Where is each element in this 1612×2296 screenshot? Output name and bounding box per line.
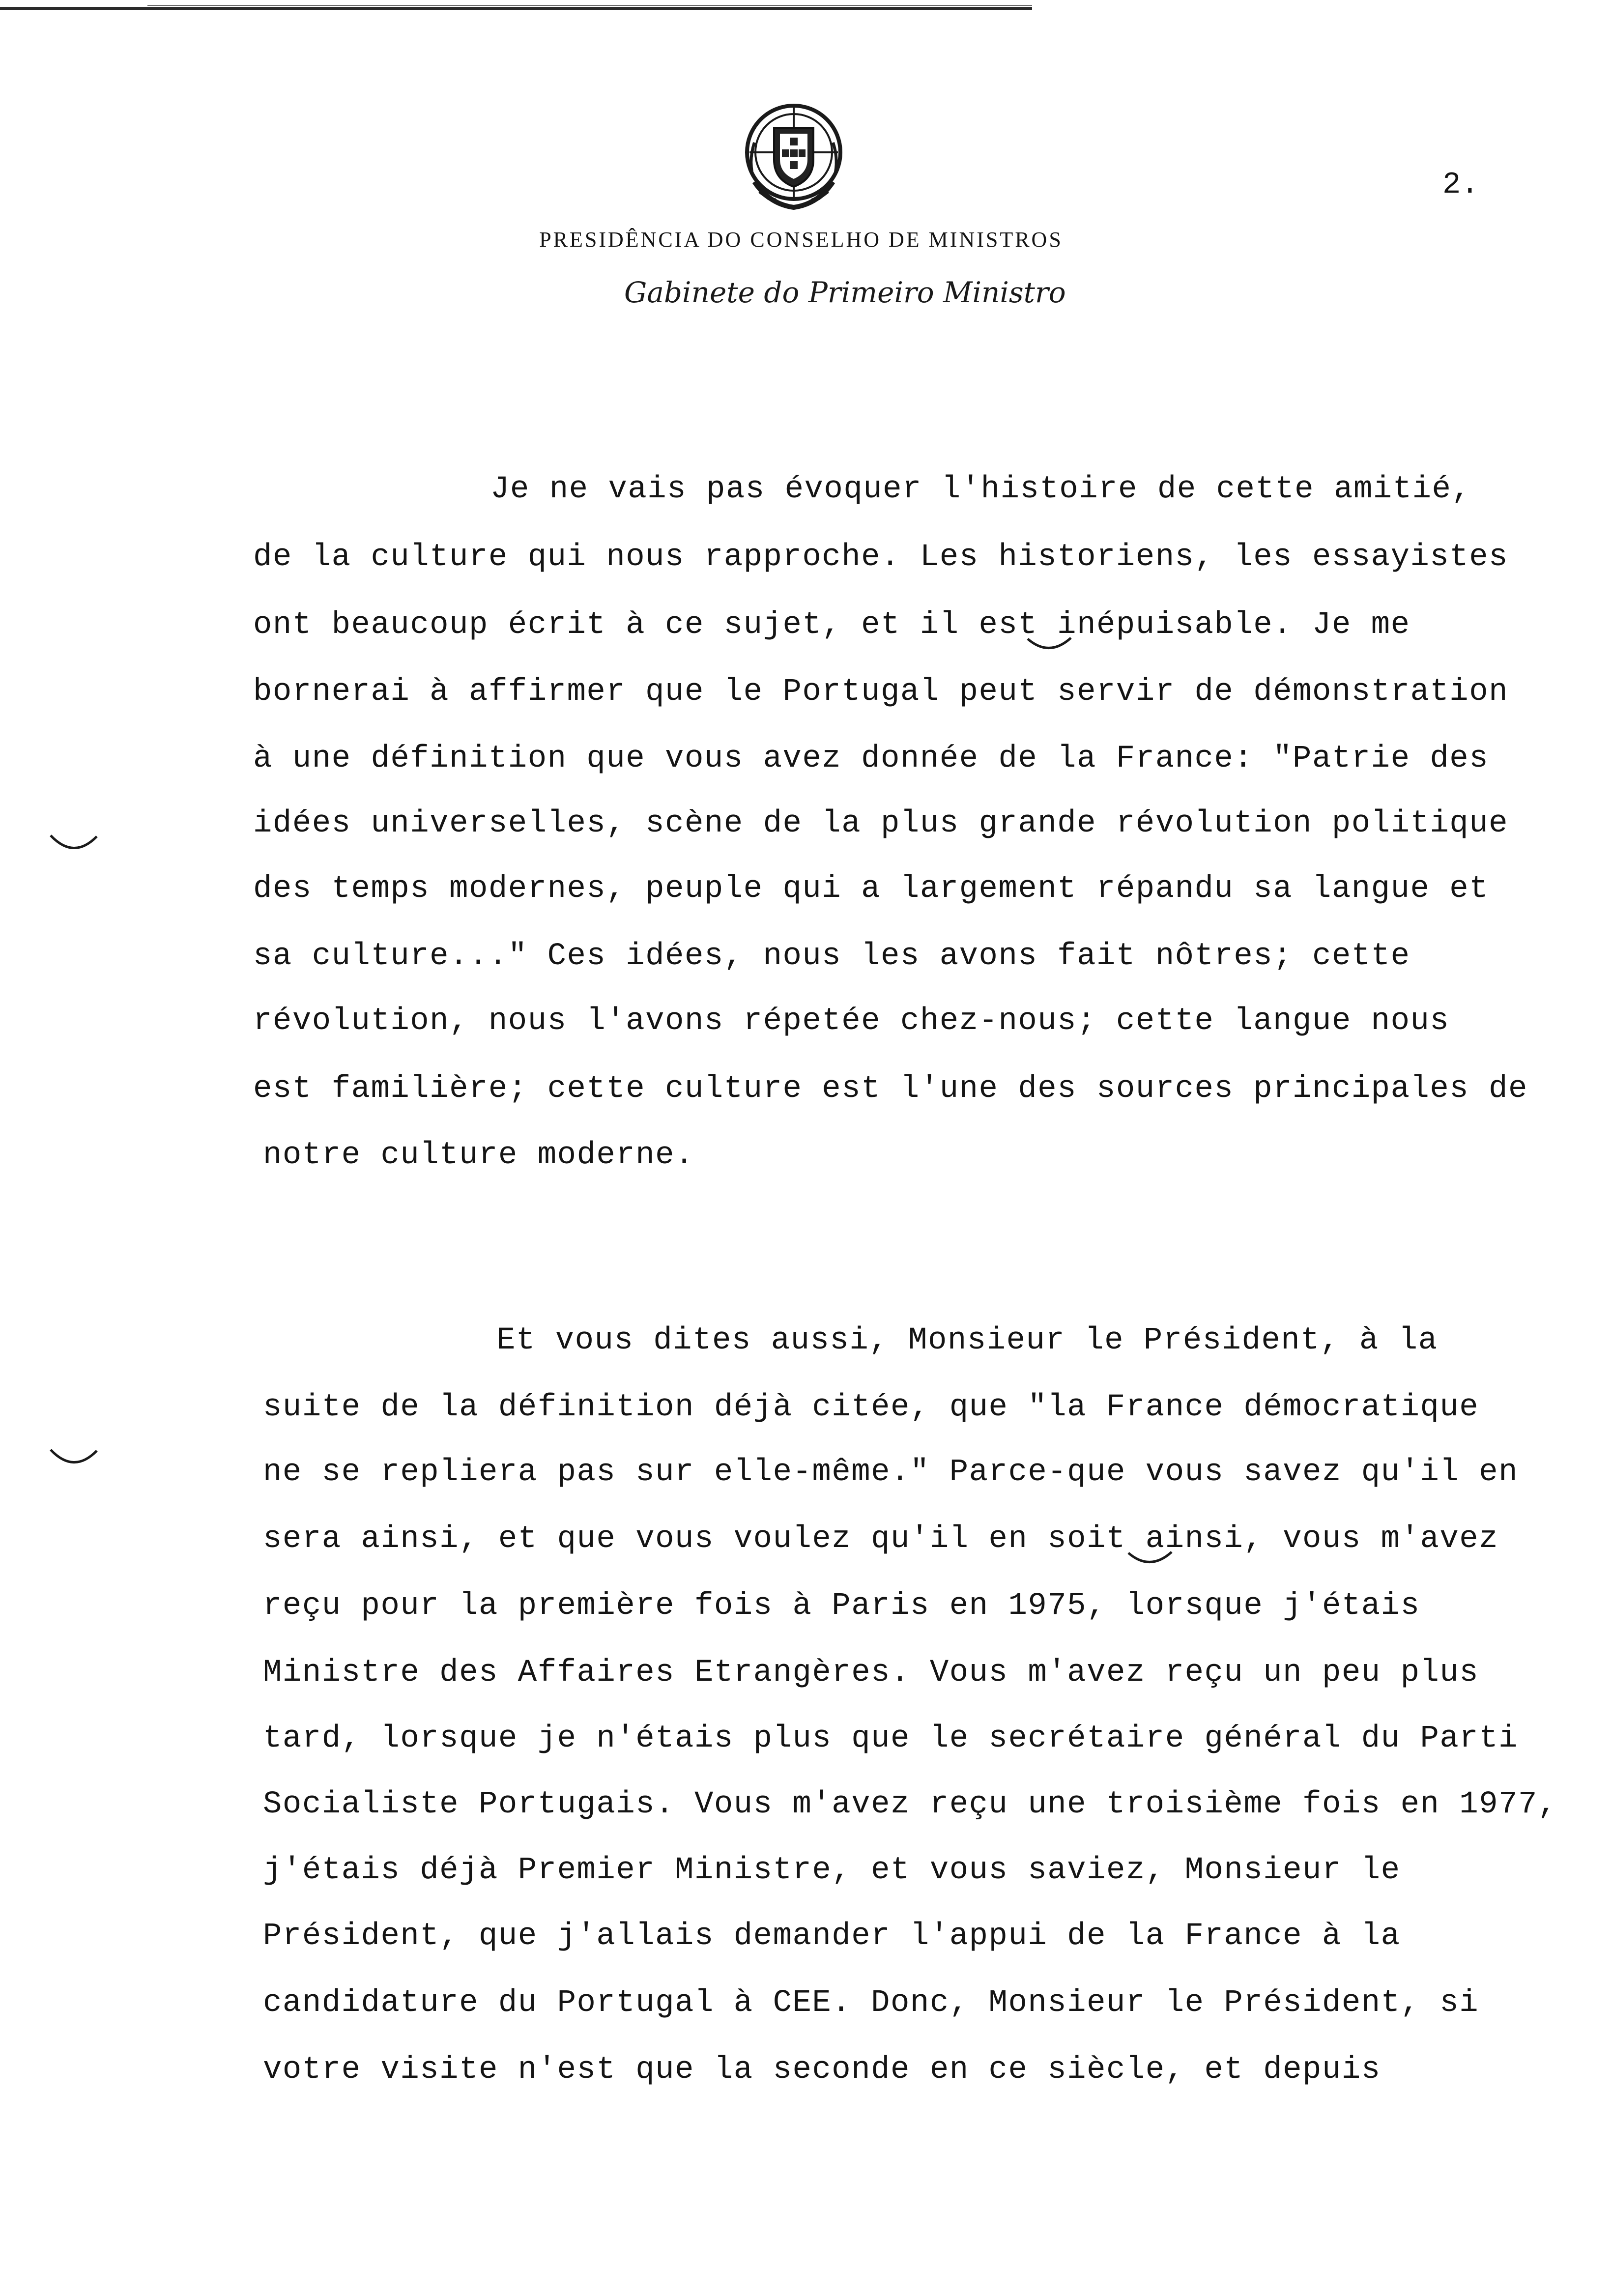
margin-mark-icon	[47, 831, 101, 860]
ligature-mark-icon	[1025, 634, 1074, 659]
margin-mark-icon	[47, 1445, 101, 1474]
text-line: candidature du Portugal à CEE. Donc, Monsieur le Président, si	[263, 1985, 1479, 2021]
text-line: notre culture moderne.	[263, 1138, 694, 1173]
letterhead-cabinet-script	[619, 268, 1066, 322]
text-line: à une définition que vous avez donnée de la France: "Patrie des	[253, 741, 1489, 776]
page-number: 2.	[1442, 167, 1479, 202]
text-line: ne se repliera pas sur elle-même." Parce-que vous savez qu'il en	[263, 1455, 1518, 1490]
text-line: Ministre des Affaires Etrangères. Vous m'avez reçu un peu plus	[263, 1655, 1479, 1691]
text-line: j'étais déjà Premier Ministre, et vous saviez, Monsieur le	[263, 1853, 1401, 1888]
text-line: sera ainsi, et que vous voulez qu'il en soit ainsi, vous m'avez	[263, 1521, 1499, 1557]
letterhead-ministry: PRESIDÊNCIA DO CONSELHO DE MINISTROS	[539, 228, 1063, 252]
text-line: suite de la définition déjà citée, que "la France démocratique	[263, 1390, 1479, 1425]
text-line: Président, que j'allais demander l'appui de la France à la	[263, 1919, 1401, 1954]
text-line: des temps modernes, peuple qui a largement répandu sa langue et	[253, 871, 1489, 907]
text-line: bornerai à affirmer que le Portugal peut servir de démonstration	[253, 674, 1508, 710]
text-line: Et vous dites aussi, Monsieur le Président, à la	[496, 1323, 1438, 1358]
text-line: est familière; cette culture est l'une des sources principales de	[253, 1071, 1528, 1107]
text-line: de la culture qui nous rapproche. Les historiens, les essayistes	[253, 540, 1508, 575]
text-line: Socialiste Portugais. Vous m'avez reçu une troisième fois en 1977,	[263, 1787, 1557, 1822]
text-line: Je ne vais pas évoquer l'histoire de cette amitié,	[490, 472, 1471, 507]
top-scan-edge	[0, 7, 1032, 10]
top-scan-edge-thin	[147, 5, 1032, 6]
text-line: sa culture..." Ces idées, nous les avons fait nôtres; cette	[253, 939, 1410, 974]
text-line: tard, lorsque je n'étais plus que le secrétaire général du Parti	[263, 1721, 1518, 1756]
text-line: ont beaucoup écrit à ce sujet, et il est inépuisable. Je me	[253, 607, 1410, 643]
coat-of-arms-icon	[740, 98, 848, 216]
ligature-mark-icon	[1125, 1548, 1175, 1573]
text-line: révolution, nous l'avons répetée chez-nous; cette langue nous	[253, 1004, 1450, 1039]
text-line: votre visite n'est que la seconde en ce siècle, et depuis	[263, 2052, 1381, 2088]
text-line: idées universelles, scène de la plus grande révolution politique	[253, 806, 1508, 841]
text-line: reçu pour la première fois à Paris en 1975, lorsque j'étais	[263, 1588, 1420, 1624]
svg-text:Gabinete do Primeiro Ministro: Gabinete do Primeiro Ministro	[624, 276, 1066, 309]
